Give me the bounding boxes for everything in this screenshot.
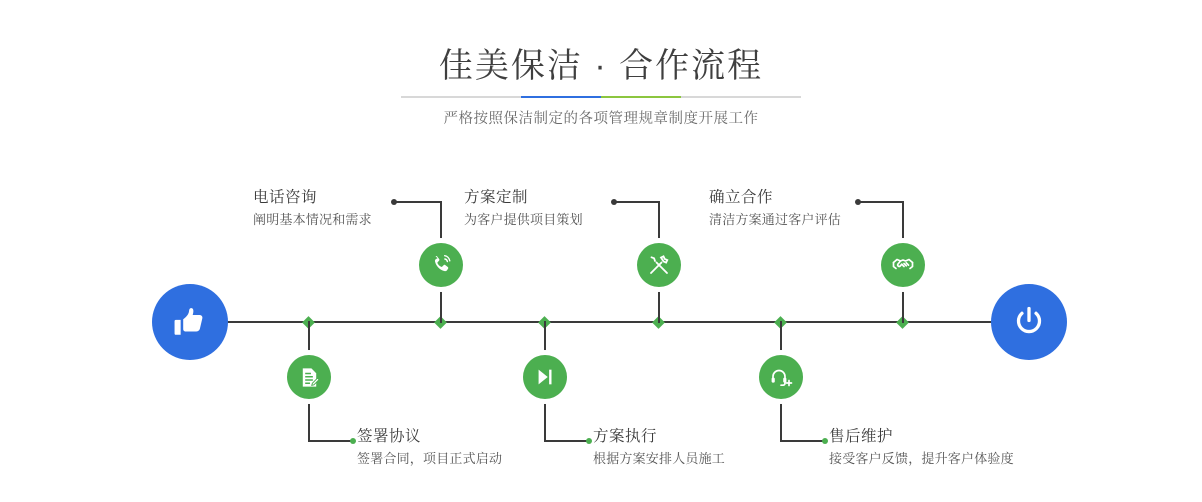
connector-1-tip [391, 199, 397, 205]
tools-icon [647, 253, 671, 277]
step-label-1 [253, 188, 372, 230]
thumbs-up-icon [173, 305, 207, 339]
step-name-4: 方案执行 [593, 428, 658, 445]
headset-support-icon [769, 365, 793, 389]
step-icon-bubble-5 [881, 243, 925, 287]
power-icon [1011, 304, 1047, 340]
connector-5-tip [855, 199, 861, 205]
connector-5-horizontal [858, 201, 904, 203]
step-desc-4: 根据方案安排人员施工 [593, 451, 726, 466]
connector-2-horizontal [308, 440, 352, 442]
step-icon-bubble-6 [759, 355, 803, 399]
step-label-5 [709, 188, 841, 230]
step-icon-bubble-2 [287, 355, 331, 399]
connector-6-horizontal [780, 440, 824, 442]
step-label-4 [593, 427, 725, 469]
step-label-3 [464, 188, 583, 230]
step-icon-bubble-4 [523, 355, 567, 399]
play-forward-icon [534, 366, 556, 388]
connector-1-horizontal [394, 201, 442, 203]
divider-segment-green [601, 96, 681, 98]
connector-4-horizontal [544, 440, 588, 442]
step-desc-1: 阐明基本情况和需求 [253, 212, 372, 227]
step-label-2 [357, 427, 502, 469]
step-icon-bubble-1 [419, 243, 463, 287]
divider-segment-blue [521, 96, 601, 98]
handshake-icon [891, 253, 915, 277]
connector-4-tip [586, 438, 592, 444]
step-name-3: 方案定制 [464, 189, 529, 206]
step-desc-2: 签署合同，项目正式启动 [357, 451, 503, 466]
step-name-1: 电话咨询 [253, 189, 318, 206]
step-name-6: 售后维护 [829, 428, 894, 445]
connector-3-tip [611, 199, 617, 205]
page-subtitle: 严格按照保洁制定的各项管理规章制度开展工作 [443, 111, 759, 127]
step-desc-6: 接受客户反馈，提升客户体验度 [829, 451, 1014, 466]
step-name-5: 确立合作 [709, 189, 774, 206]
step-desc-5: 清洁方案通过客户评估 [709, 212, 842, 227]
step-label-6 [829, 427, 1014, 469]
document-edit-icon [298, 366, 321, 389]
start-node [152, 284, 228, 360]
end-node [991, 284, 1067, 360]
title-divider [401, 96, 801, 98]
step-desc-3: 为客户提供项目策划 [464, 212, 583, 227]
step-name-2: 签署协议 [357, 428, 422, 445]
connector-2-tip [350, 438, 356, 444]
step-icon-bubble-3 [637, 243, 681, 287]
phone-call-icon [429, 253, 453, 277]
connector-6-tip [822, 438, 828, 444]
connector-3-horizontal [614, 201, 660, 203]
page-title: 佳美保洁 · 合作流程 [438, 47, 764, 85]
